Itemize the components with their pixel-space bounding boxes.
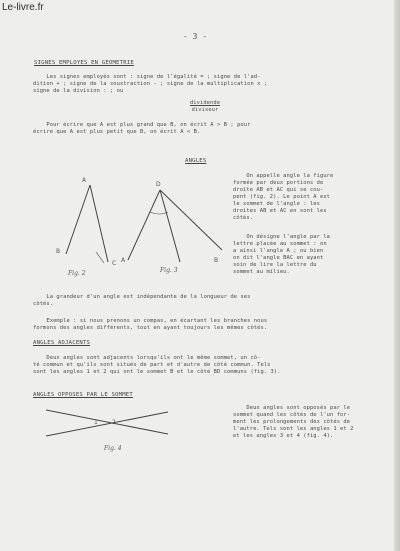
opposite-line-5: et les angles 3 et 4 (fig. 4). [233,433,334,439]
angle-def-line-4: pent (fig. 2). Le point A est [233,194,331,200]
angle-def-line-1: On appelle angle la figure [233,173,334,179]
angle-def-line-5: le sommet de l'angle : les [233,201,320,207]
signs-line-3: signe de la division : ; ou [33,88,124,94]
angle-name-line-4: on dit l'angle BAC en ayant [233,255,324,261]
fig4-number-2: 2 [112,419,116,426]
fig4-number-1: 1 [94,419,98,426]
fig3-arc [150,212,168,214]
fig4-line-2 [46,412,168,436]
fig2-point-b: B [56,248,61,255]
page-number: - 3 - [183,32,208,41]
fraction-numerator: dividende [189,100,221,106]
page-edge-shadow [394,0,400,551]
adjacent-line-3: sont les angles 1 et 2 qui ont le sommet B et le côté BD communs (fig. 3). [33,369,281,375]
angle-name-line-2: lettre placée au sommet : on [233,241,327,247]
compare-line-2: écrire que A est plus petit que B, on écrit A < B. [33,129,201,135]
fig3-side-left [128,190,160,260]
fig3-caption: Fig. 3 [160,267,178,274]
fig3-point-d: D [156,181,161,188]
opposite-line-3: ment les prolongements des côtés de [233,419,351,425]
fig3-point-a: A [121,257,126,264]
fig2-point-a: A [82,177,87,184]
opposite-line-1: Deux angles sont opposés par le [233,405,351,411]
fig3-side-middle [160,190,180,262]
signs-heading: SIGNES EMPLOYES EN GEOMETRIE [34,60,134,66]
opposite-heading: ANGLES OPPOSES PAR LE SOMMET [33,392,133,398]
size-line-1: La grandeur d'un angle est indépendante de la longueur de ses [33,294,251,300]
fig3-side-right [160,190,222,250]
opposite-line-4: l'autre. Tels sont les angles 1 et 2 [233,426,354,432]
fig2-side-ac [90,185,108,262]
opposite-line-2: sommet quand les côtés de l'un for- [233,412,351,418]
angle-def-line-2: formée par deux portions de [233,180,324,186]
fig2-side-ab [66,185,90,254]
fig3-point-b: B [214,257,219,264]
figure-opposite-angles [46,410,168,436]
size-line-2: côtés. [33,301,54,307]
fraction-denominator: diviseur [191,107,219,113]
figure-angle-a [66,185,108,263]
adjacent-heading: ANGLES ADJACENTS [33,340,91,346]
angle-def-line-7: côtés. [233,215,254,221]
angle-name-line-3: a ainsi l'angle A ; ou bien [233,248,324,254]
angle-name-line-6: sommet au milieu. [233,269,290,275]
figure-adjacent-angles [128,190,222,262]
example-line-1: Exemple : si nous prenons un compas, en écartant les branches nous [33,318,268,324]
angle-def-line-6: droites AB et AC en sont les [233,208,327,214]
signs-line-2: dition + ; signe de la soustraction - ; signe de la multiplication x ; [33,81,268,87]
angle-name-line-1: On désigne l'angle par la [233,234,331,240]
angle-def-line-3: droite AB et AC qui se cou- [233,187,324,193]
signs-line-1: Les signes employés sont : signe de l'égalité = ; signe de l'ad- [33,74,261,80]
example-line-2: formons des angles différents, tout en ayant toujours les mêmes côtés. [33,325,268,331]
angles-heading: ANGLES [185,158,207,164]
fig4-line-1 [46,410,168,434]
compare-line-1: Pour écrire que A est plus grand que B, on écrit A > B ; pour [33,122,251,128]
adjacent-line-2: té commun et qu'ils sont situés de part et d'autre de côté commun. Tels [33,362,271,368]
fig2-tick [96,252,104,263]
fig2-caption: Fig. 2 [68,270,86,277]
adjacent-line-1: Deux angles sont adjacents lorsqu'ils ont le même sommet, un cô- [33,355,261,361]
watermark-text: Le-livre.fr [2,2,44,13]
angle-name-line-5: soin de lire la lettre du [233,262,317,268]
fig4-caption: Fig. 4 [104,445,122,452]
fig2-point-c: C [112,260,117,267]
